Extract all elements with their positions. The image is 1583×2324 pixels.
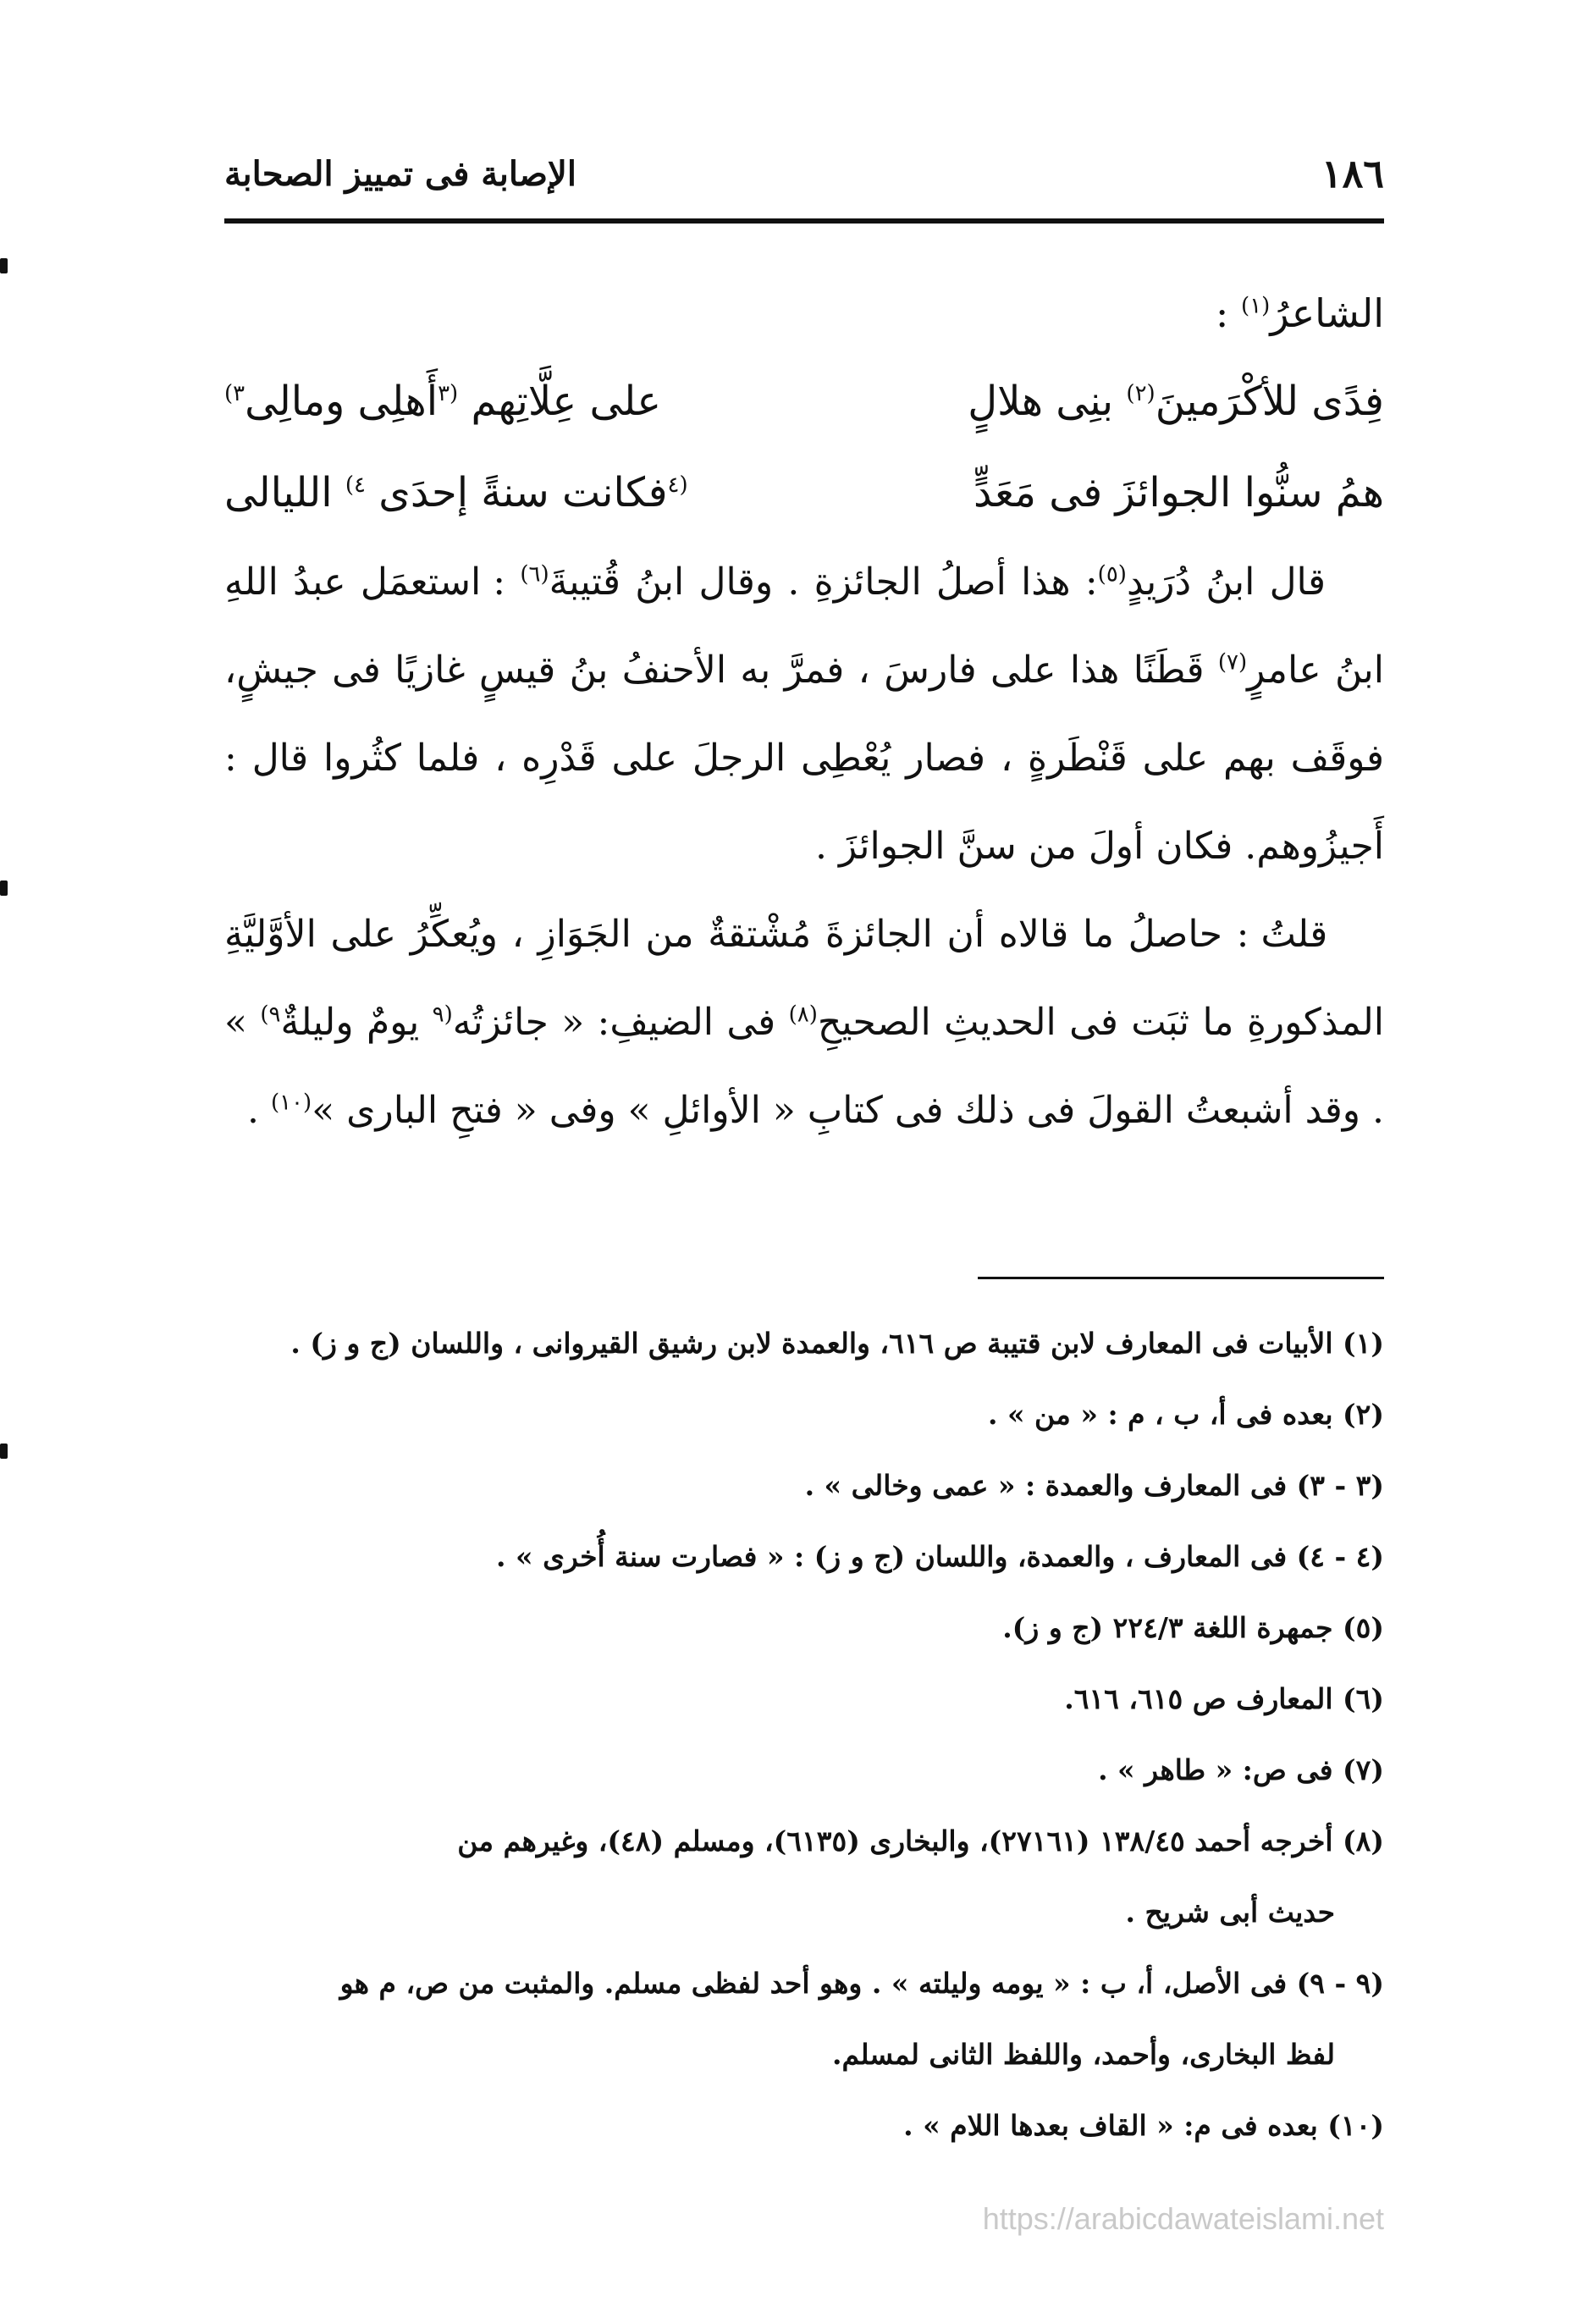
paragraph-2: قلتُ : حاصلُ ما قالاه أن الجائزةَ مُشْتقةٌ من الجَوَازِ ، ويُعكِّرُ على الأوَّليَّةِ المذكورةِ ما ثبَت فى الحديثِ الصحيحِ$^{(٨)}$ فى الضيفِ: « جائزتُه$^{(٩}$ يومٌ وليلةٌ$^{٩)}$ » . وقد أشبعتُ القولَ فى ذلك فى كتابِ « الأوائلِ » وفى « فتحِ البارى »$^{(١٠)}$ .: [224, 913, 1384, 1132]
verse-2-second-hemistich: $^{(٤}$فكانت سنةً إحدَى $^{٤)}$ الليالى: [224, 469, 688, 516]
page-header: [224, 144, 1384, 203]
page-number: ١٨٦: [1321, 151, 1384, 196]
verse-2-first-hemistich: همُ سنُّوا الجوائزَ فى مَعَدٍّ: [973, 469, 1384, 516]
footnote-7: (٧) فى ص: « طاهر » .: [1098, 1753, 1384, 1786]
footnote-10: (١٠) بعده فى م: « القاف بعدها اللام » .: [903, 2109, 1384, 2142]
poet-label-text: الشاعرُ: [1270, 290, 1384, 336]
footnote-ref: (٣: [438, 381, 459, 406]
main-text: [224, 271, 1384, 1155]
footnote-separator: [978, 1277, 1384, 1279]
footnote-ref: (١): [1241, 293, 1271, 319]
footnote-3: (٣ - ٣) فى المعارف والعمدة : « عمى وخالى » .: [804, 1469, 1384, 1502]
footnote-8-continued: حديث أبى شريح .: [1125, 1896, 1335, 1929]
poet-label: الشاعرُ$^{(١)}$ :: [1215, 290, 1384, 336]
footnote-ref: (٨): [788, 1002, 818, 1028]
paragraph-1: قال ابنُ دُرَيدٍ$^{(٥)}$: هذا أصلُ الجائزةِ . وقال ابنُ قُتيبةَ$^{(٦)}$ : استعمَل عبدُ اللهِ ابنُ عامرٍ$^{(٧)}$ قَطَنًا هذا على فارسَ ، فمرَّ به الأحنفُ بنُ قيسٍ غازيًا فى جيشٍ، فوقَف بهم على قَنْطَرةٍ ، فصار يُعْطِى الرجلَ على قَدْرِه ، فلما كثُروا قال : أَجيزُوهم. فكان أولَ من سنَّ الجوائزَ .: [224, 560, 1384, 868]
footnote-5: (٥) جمهرة اللغة ٢٢٤/٣ (ج و ز).: [1002, 1611, 1384, 1644]
footnote-ref: (٦): [520, 561, 549, 588]
footnote-8: (٨) أخرجه أحمد ١٣٨/٤٥ (٢٧١٦١)، والبخارى (٦١٣٥)، ومسلم (٤٨)، وغيرهم من: [457, 1824, 1384, 1858]
footnote-ref: ٣): [224, 381, 245, 406]
footnote-9: (٩ - ٩) فى الأصل، أ، ب : « يومه وليلته » . وهو أحد لفظى مسلم. والمثبت من ص، م هو: [339, 1967, 1384, 2000]
footnote-2: (٢) بعده فى أ، ب ، م : « من » .: [987, 1398, 1384, 1431]
watermark: https://arabicdawateislami.net: [982, 2201, 1384, 2236]
verse-line-1: [224, 356, 1384, 447]
header-rule: [224, 218, 1384, 224]
footnote-ref: (٧): [1217, 649, 1248, 676]
footnote-ref: (٢): [1126, 381, 1156, 406]
footnote-ref: (٩: [432, 1002, 453, 1028]
verse-1-second-hemistich: على عِلَّاتِهم $^{(٣}$أَهلِى ومالِى$^{٣)}$: [224, 378, 661, 425]
verse-line-2: [224, 447, 1384, 538]
footnote-4: (٤ - ٤) فى المعارف ، والعمدة، واللسان (ج و ز) : « فصارت سنة أُخرى » .: [496, 1540, 1384, 1573]
footnote-9-continued: لفظ البخارى، وأحمد، واللفظ الثانى لمسلم.: [832, 2038, 1335, 2071]
footnote-ref: ٩): [260, 1002, 281, 1028]
footnote-ref: (٥): [1097, 561, 1127, 588]
running-title: الإصابة فى تمييز الصحابة: [224, 153, 576, 194]
scan-edge-mark: [0, 258, 8, 273]
footnote-ref: ٤): [345, 472, 366, 498]
footnote-1: (١) الأبيات فى المعارف لابن قتيبة ص ٦١٦، والعمدة لابن رشيق القيروانى ، واللسان (ج و ز) .: [290, 1327, 1384, 1360]
footnote-ref: (٤: [667, 472, 688, 498]
scan-edge-mark: [0, 1444, 8, 1459]
scan-edge-mark: [0, 880, 8, 896]
verse-1-first-hemistich: فِدًى للأكْرَمينَ$^{(٢)}$ بنِى هلالٍ: [968, 378, 1384, 425]
footnotes: [224, 1308, 1384, 2161]
footnote-ref: (١٠): [270, 1090, 312, 1116]
footnote-6: (٦) المعارف ص ٦١٥، ٦١٦.: [1064, 1682, 1384, 1715]
